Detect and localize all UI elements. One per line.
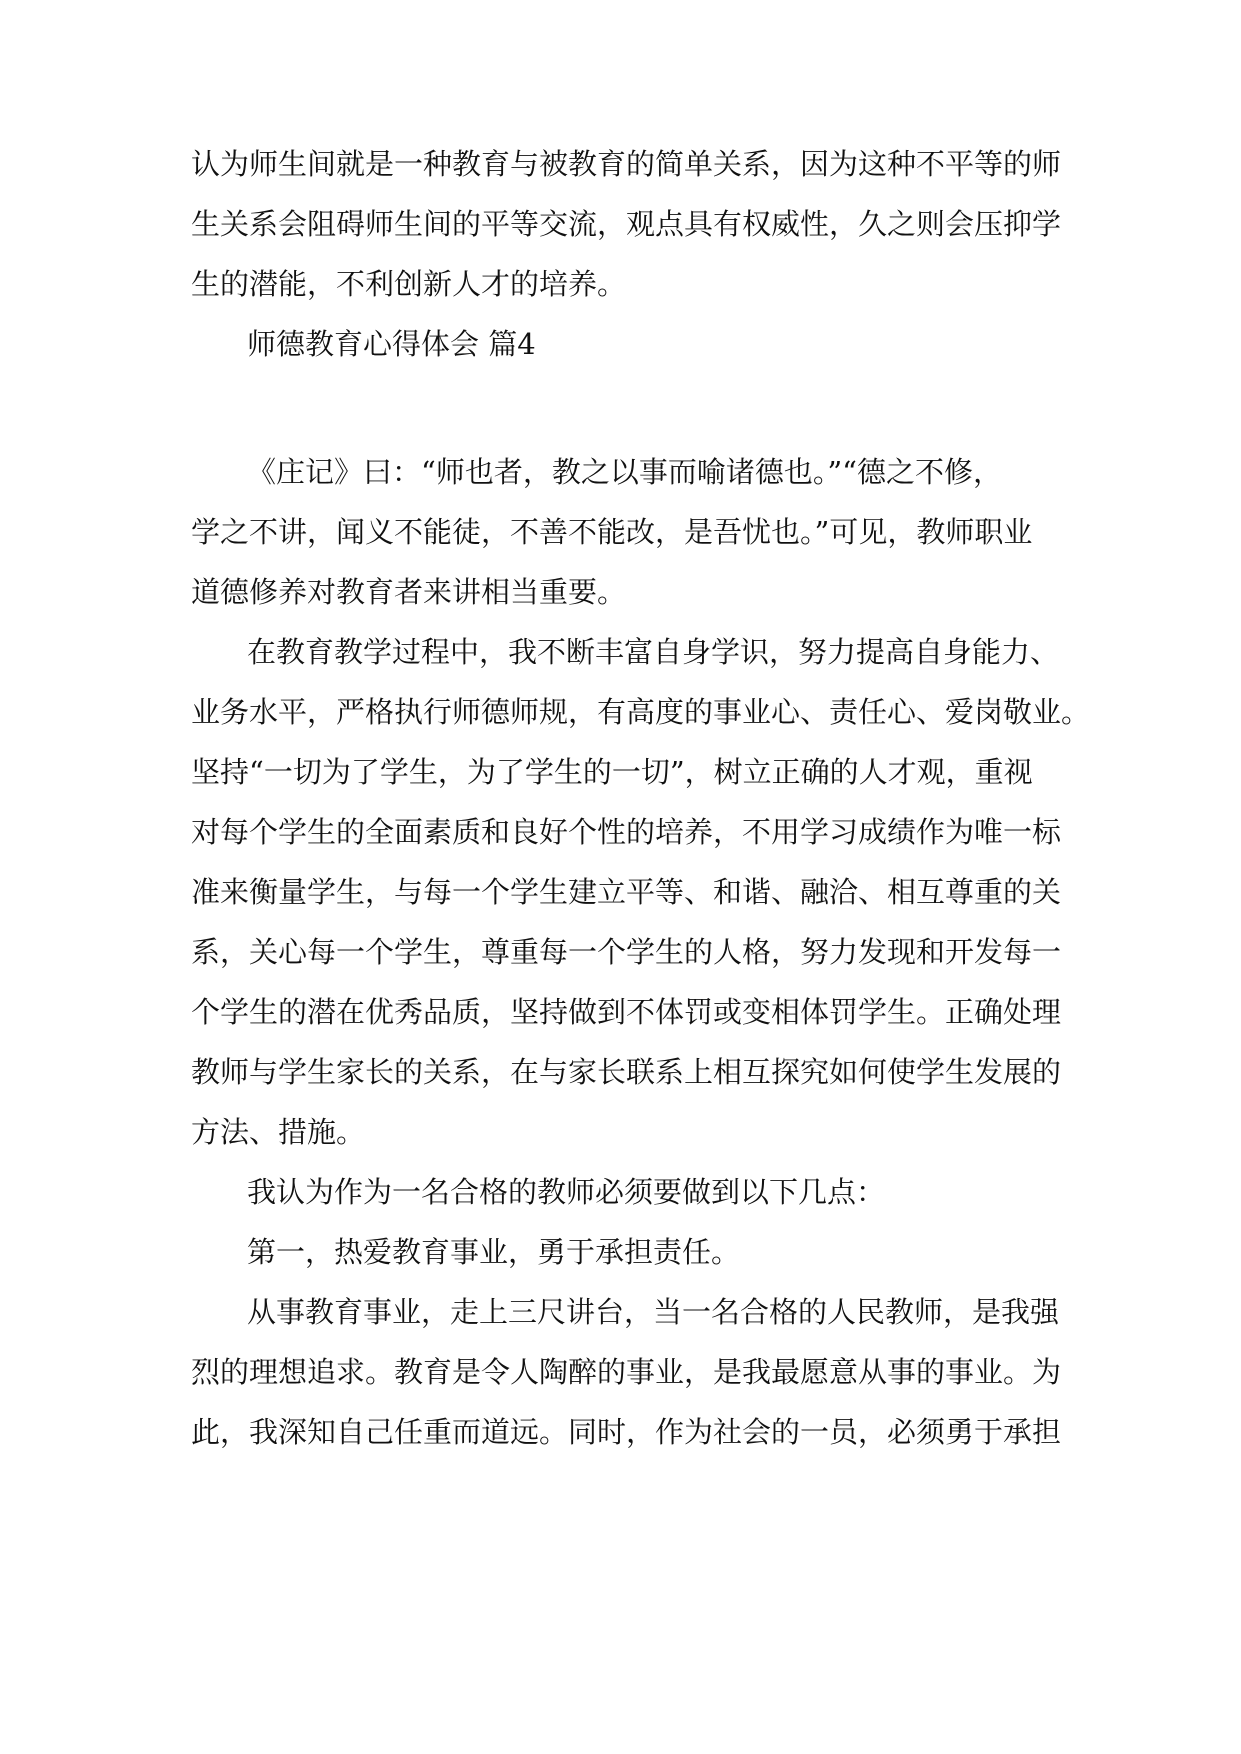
text-line: 对每个学生的全面素质和良好个性的培养，不用学习成绩作为唯一标: [191, 815, 1062, 849]
text-line: 坚持“一切为了学生，为了学生的一切”，树立正确的人才观，重视: [191, 755, 1033, 789]
text-line: 学之不讲，闻义不能徒，不善不能改，是吾忧也。”可见，教师职业: [191, 515, 1033, 549]
text-line: 从事教育事业，走上三尺讲台，当一名合格的人民教师，是我强: [247, 1295, 1060, 1329]
text-line: 方法、措施。: [191, 1115, 366, 1149]
text-line: 烈的理想追求。教育是令人陶醉的事业，是我最愿意从事的事业。为: [191, 1355, 1062, 1389]
text-line: 系，关心每一个学生，尊重每一个学生的人格，努力发现和开发每一: [191, 935, 1062, 969]
text-line: 认为师生间就是一种教育与被教育的简单关系，因为这种不平等的师: [191, 147, 1062, 181]
text-line: 个学生的潜在优秀品质，坚持做到不体罚或变相体罚学生。正确处理: [191, 995, 1062, 1029]
text-line: 教师与学生家长的关系，在与家长联系上相互探究如何使学生发展的: [191, 1055, 1062, 1089]
text-line: 生的潜能，不利创新人才的培养。: [191, 267, 627, 301]
text-line: 准来衡量学生，与每一个学生建立平等、和谐、融洽、相互尊重的关: [191, 875, 1062, 909]
text-line: 此，我深知自己任重而道远。同时，作为社会的一员，必须勇于承担: [191, 1415, 1062, 1449]
text-line: 业务水平，严格执行师德师规，有高度的事业心、责任心、爱岗敬业。: [191, 695, 1091, 729]
text-line: 《庄记》曰：“师也者，教之以事而喻诸德也。”“德之不修，: [247, 455, 1002, 489]
text-line: 生关系会阻碍师生间的平等交流，观点具有权威性，久之则会压抑学: [191, 207, 1062, 241]
text-line: 在教育教学过程中，我不断丰富自身学识，努力提高自身能力、: [247, 635, 1060, 669]
text-line: 道德修养对教育者来讲相当重要。: [191, 575, 627, 609]
text-line: 第一，热爱教育事业，勇于承担责任。: [247, 1235, 741, 1269]
text-line: 我认为作为一名合格的教师必须要做到以下几点：: [247, 1175, 886, 1209]
section-heading: 师德教育心得体会 篇4: [247, 327, 536, 361]
